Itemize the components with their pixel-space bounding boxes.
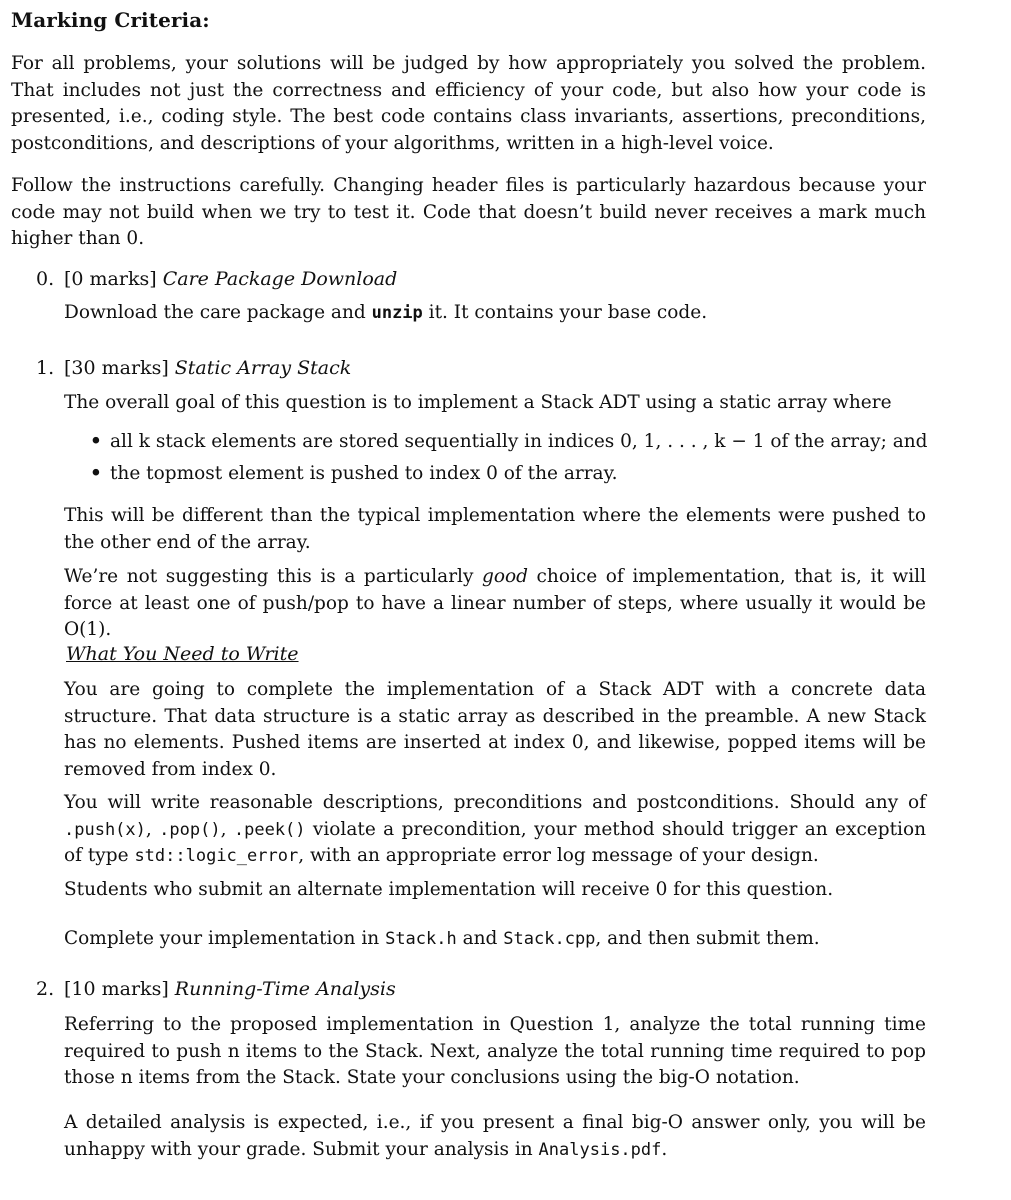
question-2-header (36, 978, 396, 1000)
question-1-suggestion (64, 564, 926, 644)
marking-criteria-heading: Marking Criteria: (11, 8, 210, 32)
question-1-difference: This will be different than the typical implementation where the elements were pushed to the other end of the array. (64, 505, 926, 553)
question-title: Care Package Download (162, 268, 398, 290)
question-number: 0. (36, 268, 55, 290)
question-title: Static Array Stack (174, 357, 352, 379)
question-1-alternate-warning: Students who submit an alternate implementation will receive 0 for this question. (64, 879, 834, 900)
text: Download the care package and (64, 302, 372, 323)
question-1-goal: The overall goal of this question is to implement a Stack ADT using a static array where (64, 392, 892, 413)
text: violate a precondition, your method should trigger an exception of type (64, 818, 926, 866)
bullet-icon: • (90, 431, 102, 452)
text: choice of implementation, that is, it will force at least one of push/pop to have a linear number of steps, where usually it would be O(1). (64, 566, 926, 640)
bullet-text: all k stack elements are stored sequentially in indices 0, 1, . . . , k − 1 of the array; and (110, 431, 928, 452)
text: A detailed analysis is expected, i.e., if you present a final big-O answer only, you will be unhappy with your grade. Submit your analysis in (64, 1112, 926, 1160)
text: , and then submit them. (595, 928, 820, 949)
text: and (456, 928, 504, 949)
code-push: .push(x) (64, 819, 146, 840)
text: Complete your implementation in (64, 928, 386, 949)
question-1-submit (64, 926, 926, 953)
question-number: 1. (36, 357, 55, 379)
code-peek: .peek() (233, 819, 306, 840)
question-1-complete: You are going to complete the implementation of a Stack ADT with a concrete data structure. That data structure is a static array as described in the preamble. A new Stack has no elements. Pushed items are inserted at index 0, and likewise, popped items will be removed from index 0. (64, 679, 926, 780)
question-2-paragraph-2 (64, 1110, 926, 1163)
bullet-icon: • (90, 463, 102, 484)
question-2-paragraph-1: Referring to the proposed implementation in Question 1, analyze the total running time required to push n items to the Stack. Next, analyze the total running time required to pop those n items from the Stack. State your conclusions using the big-O notation. (64, 1014, 926, 1088)
code-analysis-pdf: Analysis.pdf (538, 1139, 662, 1160)
intro-paragraph-1: For all problems, your solutions will be judged by how appropriately you solved the problem. That includes not just the correctness and efficiency of your code, but also how your code is presented, i.e., coding style. The best code contains class invariants, assertions, preconditions, postconditions, and descriptions of your algorithms, written in a high-level voice. (11, 53, 926, 154)
text: You will write reasonable descriptions, preconditions and postconditions. Should any of (64, 792, 926, 813)
question-1-requirements (64, 790, 926, 870)
question-0-text (64, 300, 926, 327)
text: We’re not suggesting this is a particularly (64, 566, 482, 587)
text: , with an appropriate error log message of your design. (298, 845, 819, 866)
question-marks: [30 marks] (64, 357, 169, 379)
intro-paragraph-2: Follow the instructions carefully. Changing header files is particularly hazardous because your code may not build when we try to test it. Code that doesn’t build never receives a mark much higher than 0. (11, 175, 926, 249)
text: . (661, 1138, 668, 1160)
code-stack-h: Stack.h (385, 929, 457, 949)
text: , (220, 818, 234, 840)
question-0-header (36, 268, 397, 290)
text: it. It contains your base code. (422, 302, 708, 323)
emphasis: good (482, 566, 528, 587)
bullet-item-2 (90, 463, 617, 484)
text: , (145, 818, 160, 840)
code-unzip: unzip (371, 303, 423, 323)
code-logic-error: std::logic_error (134, 846, 299, 866)
question-number: 2. (36, 978, 55, 1000)
bullet-text: the topmost element is pushed to index 0 of the array. (110, 463, 618, 484)
question-marks: [10 marks] (64, 978, 169, 1000)
question-title: Running-Time Analysis (174, 978, 396, 1000)
bullet-item-1 (90, 431, 928, 452)
question-1-header (36, 357, 351, 379)
subheading-what-you-need: What You Need to Write (66, 643, 299, 665)
code-pop: .pop() (159, 819, 221, 840)
code-stack-cpp: Stack.cpp (503, 929, 596, 949)
question-marks: [0 marks] (64, 268, 157, 290)
